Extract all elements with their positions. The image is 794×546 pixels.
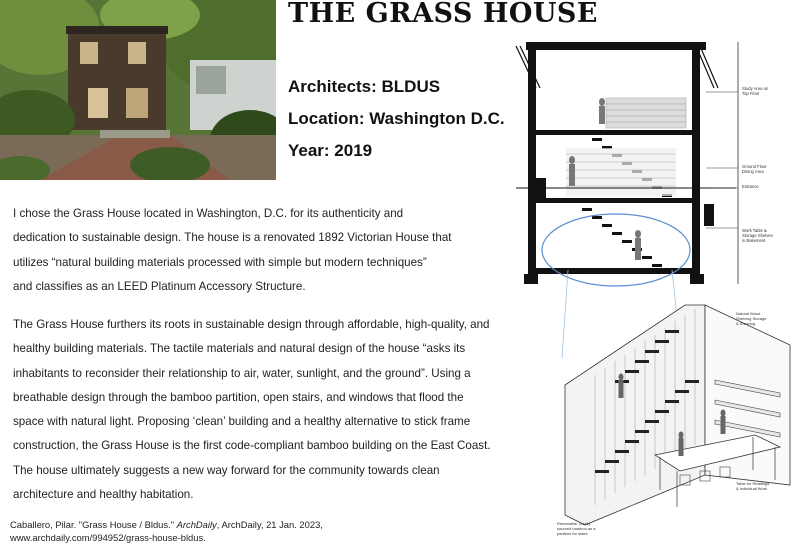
label-work-1: Work Table & [742, 228, 767, 233]
label-study-1: Study Area on [742, 86, 769, 91]
label-work-3: in Basement [742, 238, 766, 243]
house-photo-illustration [0, 0, 276, 180]
label-study-2: Top Floor [742, 91, 760, 96]
paragraph-line: and classifies as an LEED Platinum Accessory Structure. [13, 279, 306, 293]
label-dining-1: Ground Floor [742, 164, 767, 169]
page-title: THE GRASS HOUSE [288, 0, 598, 29]
paragraph-line: healthy building materials. The tactile materials and natural design of the house “asks its [13, 342, 466, 356]
architects-line: Architects: BLDUS [288, 77, 441, 96]
citation-url: www.archdaily.com/994952/grass-house-bldus. [10, 531, 206, 543]
citation [10, 519, 323, 544]
iso-label-bamboo-3: partition for stairs [557, 531, 588, 536]
iso-label-wall-2: Shelving Storage [736, 316, 767, 321]
iso-label-table-2: & Individual Work [736, 486, 768, 491]
paragraph-line: architecture and healthy habitation. [13, 488, 194, 502]
paragraph-line: I chose the Grass House located in Washington, D.C. for its authenticity and [13, 207, 404, 220]
project-meta [288, 78, 505, 174]
iso-label-table-1: Table for Readings [736, 481, 770, 486]
paragraph-line: space with natural light. Proposing ‘clean’ building and a healthy alternative to stick frame [13, 415, 471, 429]
citation-suffix: , ArchDaily, 21 Jan. 2023, [216, 519, 323, 530]
label-entrance: Entrance [742, 184, 759, 189]
sustainability-paragraph [13, 313, 491, 507]
section-labels [740, 84, 794, 254]
section-drawing [506, 38, 750, 288]
paragraph-line: inhabitants to reconsider their relationship to air, water, sunlight, and the ground”. Using a [13, 366, 471, 380]
paragraph-line: breathable design through the bamboo partition, open stairs, and windows that flood the [13, 390, 464, 404]
label-work-2: Storage Shelves [742, 233, 773, 238]
iso-label-wall-3: & Shelving [736, 321, 756, 326]
paragraph-line: The Grass House furthers its roots in sustainable design through affordable, high-quality, and [13, 318, 490, 331]
paragraph-line: The house ultimately suggests a new way forward for the community towards clean [13, 463, 440, 477]
citation-prefix: Caballero, Pilar. "Grass House / Bldus." [10, 519, 177, 530]
paragraph-line: utilizes “natural building materials processed with simple but modern techniques” [13, 255, 427, 269]
year-line: Year: 2019 [288, 141, 373, 160]
iso-label-bamboo-1: Renewable, locally [557, 521, 591, 526]
intro-paragraph [13, 202, 452, 299]
location-line: Location: Washington D.C. [288, 109, 505, 128]
citation-line-1 [10, 519, 323, 532]
house-photo [0, 0, 276, 180]
iso-label-wall-1: Natural Wood [736, 311, 761, 316]
paragraph-line: construction, the Grass House is the first code-compliant bamboo building on the East Coast. [13, 439, 491, 453]
paragraph-line: dedication to sustainable design. The house is a renovated 1892 Victorian House that [13, 231, 452, 245]
iso-label-bamboo-2: sourced bamboo as a [557, 526, 596, 531]
citation-journal: ArchDaily [176, 519, 217, 530]
label-dining-2: Dining Area [742, 169, 764, 174]
isometric-drawing [555, 285, 794, 546]
